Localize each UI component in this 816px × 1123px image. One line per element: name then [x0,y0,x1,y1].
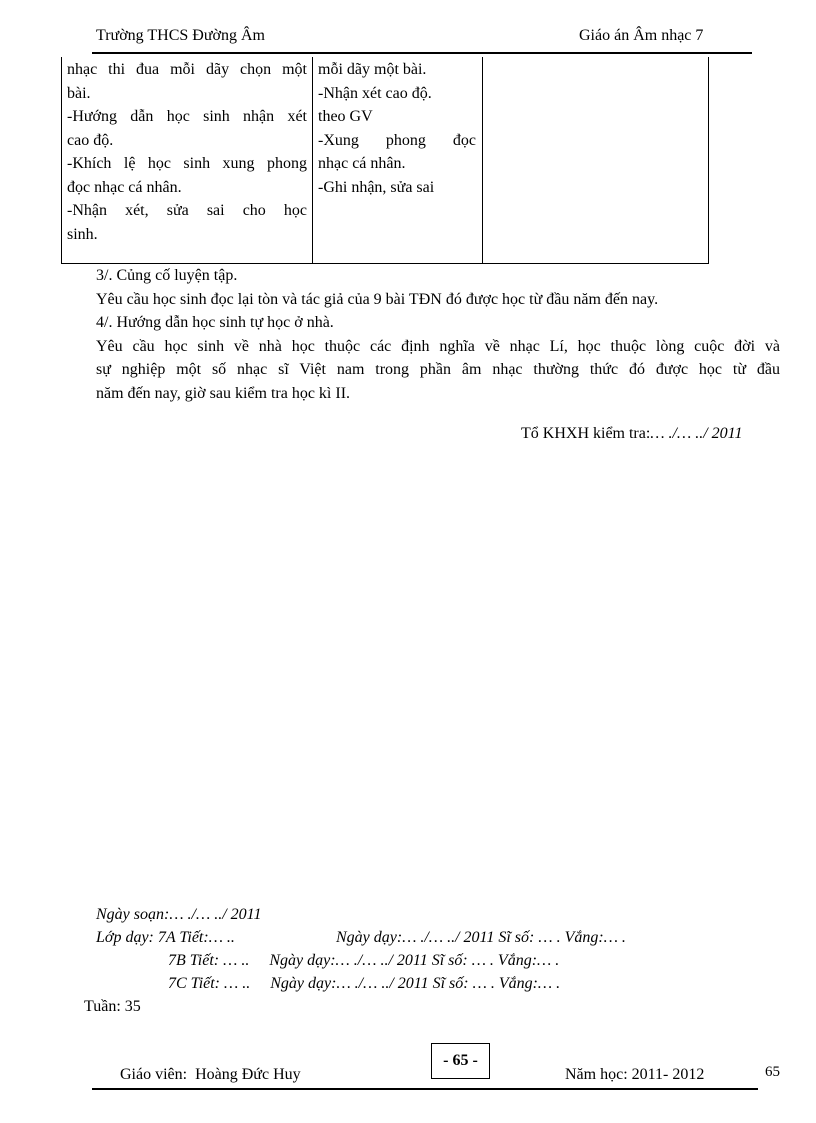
class-7a-left: Lớp dạy: 7A Tiết:… .. [96,929,235,946]
activity-table [61,57,709,264]
signoff-label: Tổ KHXH kiểm tra: [521,425,651,442]
table-line: -Khích lệ học sinh xung phong [67,155,307,172]
table-line: -Hướng dẫn học sinh nhận xét [67,108,307,125]
table-line: nhạc thi đua mỗi dãy chọn một [67,61,307,78]
signoff [521,425,742,443]
table-line: nhạc cá nhân. [318,155,406,172]
week-number: Tuần: 35 [84,998,141,1015]
date-prepared: Ngày soạn:… ./… ../ 2011 [96,906,262,923]
class-7c: 7C Tiết: … .. Ngày dạy:… ./… ../ 2011 Sĩ số: … . Vắng:… . [168,975,561,992]
section-4-heading: 4/. Hướng dẫn học sinh tự học ở nhà. [96,314,334,331]
table-divider-2 [482,57,483,264]
table-line: mỗi dãy một bài. [318,61,427,78]
signoff-date: … ./… ../ 2011 [650,425,743,442]
table-line: -Ghi nhận, sửa sai [318,178,435,196]
table-divider-1 [312,57,313,264]
table-border-left [61,57,62,264]
footer-teacher: Giáo viên: Hoàng Đức Huy [120,1066,301,1083]
section-4-line: Yêu cầu học sinh về nhà học thuộc các định nghĩa về nhạc Lí, học thuộc lòng cuộc đời và [96,337,780,355]
table-border-right [708,57,709,264]
section-4-line: năm đến nay, giờ sau kiểm tra học kì II. [96,384,351,402]
footer-school-year: Năm học: 2011- 2012 [565,1066,705,1083]
teacher-activity-cell [67,58,307,246]
header-subject: Giáo án Âm nhạc 7 [579,27,704,44]
class-7a-right: Ngày dạy:… ./… ../ 2011 Sĩ số: … . Vắng:… . [336,929,626,946]
footer-page-number: 65 [765,1064,780,1080]
table-line: -Xung phong đọc [318,131,476,149]
table-line: -Nhận xét cao độ. [318,84,432,102]
table-line: sinh. [67,225,98,243]
header-school: Trường THCS Đường Âm [96,27,265,44]
page-label-box [431,1043,490,1079]
lesson-body [96,264,780,405]
student-activity-cell [318,58,476,199]
table-line: theo GV [318,108,373,125]
table-line: cao độ. [67,131,114,149]
section-3-text: Yêu cầu học sinh đọc lại tòn và tác giả của 9 bài TĐN đó được học từ đầu năm đến nay. [96,290,659,308]
header-divider [92,52,752,54]
table-line: đọc nhạc cá nhân. [67,178,182,196]
section-4-line: sự nghiệp một số nhạc sĩ Việt nam trong phần âm nhạc thường thức đó được học từ đầu [96,361,780,378]
class-7b: 7B Tiết: … .. Ngày dạy:… ./… ../ 2011 Sĩ số: … . Vắng:… . [168,952,560,969]
footer-divider [92,1088,758,1090]
page-label: - 65 - [443,1052,478,1069]
table-line: bài. [67,84,91,102]
table-line: -Nhận xét, sửa sai cho học [67,202,307,219]
section-3-heading: 3/. Củng cố luyện tập. [96,267,238,284]
